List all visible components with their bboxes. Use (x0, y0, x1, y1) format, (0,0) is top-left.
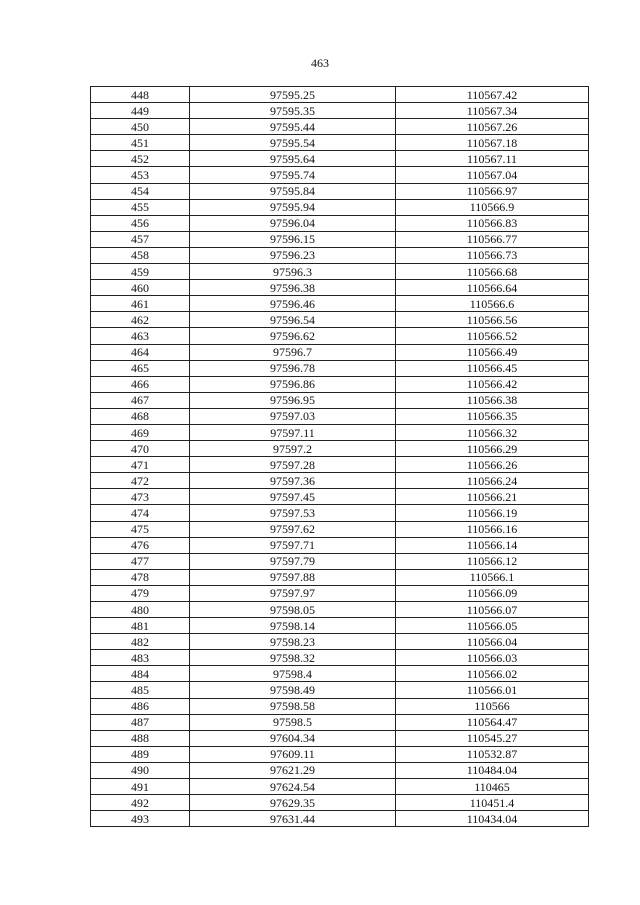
table-row (91, 441, 589, 457)
point-number-cell: 487 (91, 714, 190, 730)
point-number-cell: 480 (91, 602, 190, 618)
x-coordinate-cell: 97595.44 (190, 119, 396, 135)
y-coordinate-cell: 110566.29 (396, 441, 589, 457)
x-coordinate-cell: 97595.84 (190, 183, 396, 199)
y-coordinate-cell: 110567.11 (396, 151, 589, 167)
table-row (91, 215, 589, 231)
y-coordinate-cell: 110566.35 (396, 408, 589, 424)
y-coordinate-cell: 110566.19 (396, 505, 589, 521)
x-coordinate-cell: 97597.97 (190, 585, 396, 601)
x-coordinate-cell: 97597.28 (190, 457, 396, 473)
x-coordinate-cell: 97598.23 (190, 634, 396, 650)
x-coordinate-cell: 97597.79 (190, 553, 396, 569)
point-number-cell: 482 (91, 634, 190, 650)
table-row (91, 811, 589, 827)
y-coordinate-cell: 110566.16 (396, 521, 589, 537)
x-coordinate-cell: 97596.46 (190, 296, 396, 312)
point-number-cell: 462 (91, 312, 190, 328)
table-row (91, 618, 589, 634)
table-row (91, 553, 589, 569)
y-coordinate-cell: 110566.01 (396, 682, 589, 698)
x-coordinate-cell: 97596.62 (190, 328, 396, 344)
y-coordinate-cell: 110566.07 (396, 602, 589, 618)
point-number-cell: 469 (91, 424, 190, 440)
y-coordinate-cell: 110566.9 (396, 199, 589, 215)
point-number-cell: 471 (91, 457, 190, 473)
point-number-cell: 464 (91, 344, 190, 360)
table-row (91, 602, 589, 618)
table-row (91, 360, 589, 376)
table-row (91, 762, 589, 778)
point-number-cell: 452 (91, 151, 190, 167)
table-row (91, 408, 589, 424)
point-number-cell: 486 (91, 698, 190, 714)
table-row (91, 714, 589, 730)
table-row (91, 392, 589, 408)
x-coordinate-cell: 97596.38 (190, 280, 396, 296)
point-number-cell: 493 (91, 811, 190, 827)
y-coordinate-cell: 110566.49 (396, 344, 589, 360)
page-number: 463 (311, 56, 329, 70)
y-coordinate-cell: 110451.4 (396, 795, 589, 811)
x-coordinate-cell: 97596.54 (190, 312, 396, 328)
point-number-cell: 481 (91, 618, 190, 634)
x-coordinate-cell: 97596.7 (190, 344, 396, 360)
x-coordinate-cell: 97596.3 (190, 264, 396, 280)
y-coordinate-cell: 110484.04 (396, 762, 589, 778)
point-number-cell: 460 (91, 280, 190, 296)
point-number-cell: 476 (91, 537, 190, 553)
point-number-cell: 466 (91, 376, 190, 392)
y-coordinate-cell: 110566.77 (396, 231, 589, 247)
point-number-cell: 450 (91, 119, 190, 135)
y-coordinate-cell: 110566.26 (396, 457, 589, 473)
x-coordinate-cell: 97624.54 (190, 779, 396, 795)
x-coordinate-cell: 97595.25 (190, 87, 396, 103)
x-coordinate-cell: 97596.04 (190, 215, 396, 231)
x-coordinate-cell: 97597.62 (190, 521, 396, 537)
y-coordinate-cell: 110566.73 (396, 247, 589, 263)
x-coordinate-cell: 97596.15 (190, 231, 396, 247)
y-coordinate-cell: 110566.24 (396, 473, 589, 489)
point-number-cell: 491 (91, 779, 190, 795)
y-coordinate-cell: 110566.52 (396, 328, 589, 344)
point-number-cell: 457 (91, 231, 190, 247)
table-row (91, 183, 589, 199)
point-number-cell: 489 (91, 746, 190, 762)
y-coordinate-cell: 110566.12 (396, 553, 589, 569)
y-coordinate-cell: 110532.87 (396, 746, 589, 762)
point-number-cell: 459 (91, 264, 190, 280)
y-coordinate-cell: 110566.83 (396, 215, 589, 231)
point-number-cell: 458 (91, 247, 190, 263)
table-row (91, 376, 589, 392)
y-coordinate-cell: 110567.04 (396, 167, 589, 183)
table-row (91, 328, 589, 344)
table-row (91, 666, 589, 682)
table-row (91, 280, 589, 296)
point-number-cell: 478 (91, 569, 190, 585)
point-number-cell: 461 (91, 296, 190, 312)
table-row (91, 312, 589, 328)
y-coordinate-cell: 110564.47 (396, 714, 589, 730)
point-number-cell: 453 (91, 167, 190, 183)
table-row (91, 264, 589, 280)
table-row (91, 682, 589, 698)
point-number-cell: 488 (91, 730, 190, 746)
x-coordinate-cell: 97621.29 (190, 762, 396, 778)
x-coordinate-cell: 97598.5 (190, 714, 396, 730)
point-number-cell: 490 (91, 762, 190, 778)
y-coordinate-cell: 110566.64 (396, 280, 589, 296)
point-number-cell: 483 (91, 650, 190, 666)
y-coordinate-cell: 110566.05 (396, 618, 589, 634)
table-row (91, 103, 589, 119)
table-row (91, 779, 589, 795)
y-coordinate-cell: 110566.21 (396, 489, 589, 505)
x-coordinate-cell: 97596.95 (190, 392, 396, 408)
table-row (91, 521, 589, 537)
point-number-cell: 456 (91, 215, 190, 231)
point-number-cell: 473 (91, 489, 190, 505)
y-coordinate-cell: 110567.18 (396, 135, 589, 151)
y-coordinate-cell: 110465 (396, 779, 589, 795)
y-coordinate-cell: 110566.03 (396, 650, 589, 666)
table-row (91, 634, 589, 650)
x-coordinate-cell: 97604.34 (190, 730, 396, 746)
y-coordinate-cell: 110566.97 (396, 183, 589, 199)
y-coordinate-cell: 110567.26 (396, 119, 589, 135)
point-number-cell: 448 (91, 87, 190, 103)
table-row (91, 135, 589, 151)
table-row (91, 650, 589, 666)
y-coordinate-cell: 110567.34 (396, 103, 589, 119)
y-coordinate-cell: 110566.6 (396, 296, 589, 312)
x-coordinate-cell: 97597.36 (190, 473, 396, 489)
y-coordinate-cell: 110545.27 (396, 730, 589, 746)
point-number-cell: 449 (91, 103, 190, 119)
point-number-cell: 454 (91, 183, 190, 199)
table-row (91, 569, 589, 585)
x-coordinate-cell: 97631.44 (190, 811, 396, 827)
table-row (91, 795, 589, 811)
y-coordinate-cell: 110566.56 (396, 312, 589, 328)
coordinate-table-body (91, 87, 589, 827)
x-coordinate-cell: 97596.86 (190, 376, 396, 392)
table-row (91, 730, 589, 746)
point-number-cell: 484 (91, 666, 190, 682)
point-number-cell: 474 (91, 505, 190, 521)
y-coordinate-cell: 110567.42 (396, 87, 589, 103)
x-coordinate-cell: 97598.32 (190, 650, 396, 666)
x-coordinate-cell: 97596.78 (190, 360, 396, 376)
point-number-cell: 455 (91, 199, 190, 215)
table-row (91, 167, 589, 183)
point-number-cell: 479 (91, 585, 190, 601)
x-coordinate-cell: 97598.58 (190, 698, 396, 714)
table-row (91, 505, 589, 521)
x-coordinate-cell: 97595.94 (190, 199, 396, 215)
point-number-cell: 475 (91, 521, 190, 537)
y-coordinate-cell: 110566.45 (396, 360, 589, 376)
y-coordinate-cell: 110566.32 (396, 424, 589, 440)
x-coordinate-cell: 97598.4 (190, 666, 396, 682)
x-coordinate-cell: 97597.2 (190, 441, 396, 457)
table-row (91, 746, 589, 762)
point-number-cell: 463 (91, 328, 190, 344)
x-coordinate-cell: 97597.03 (190, 408, 396, 424)
x-coordinate-cell: 97595.35 (190, 103, 396, 119)
y-coordinate-cell: 110566.04 (396, 634, 589, 650)
point-number-cell: 465 (91, 360, 190, 376)
table-row (91, 698, 589, 714)
x-coordinate-cell: 97598.14 (190, 618, 396, 634)
x-coordinate-cell: 97629.35 (190, 795, 396, 811)
x-coordinate-cell: 97597.88 (190, 569, 396, 585)
y-coordinate-cell: 110566 (396, 698, 589, 714)
point-number-cell: 485 (91, 682, 190, 698)
table-row (91, 489, 589, 505)
table-row (91, 199, 589, 215)
x-coordinate-cell: 97597.71 (190, 537, 396, 553)
x-coordinate-cell: 97598.05 (190, 602, 396, 618)
x-coordinate-cell: 97598.49 (190, 682, 396, 698)
y-coordinate-cell: 110434.04 (396, 811, 589, 827)
point-number-cell: 468 (91, 408, 190, 424)
x-coordinate-cell: 97595.54 (190, 135, 396, 151)
table-row (91, 585, 589, 601)
y-coordinate-cell: 110566.02 (396, 666, 589, 682)
point-number-cell: 470 (91, 441, 190, 457)
y-coordinate-cell: 110566.1 (396, 569, 589, 585)
point-number-cell: 492 (91, 795, 190, 811)
coordinate-table (90, 86, 589, 827)
x-coordinate-cell: 97609.11 (190, 746, 396, 762)
point-number-cell: 467 (91, 392, 190, 408)
table-row (91, 537, 589, 553)
y-coordinate-cell: 110566.38 (396, 392, 589, 408)
y-coordinate-cell: 110566.14 (396, 537, 589, 553)
point-number-cell: 451 (91, 135, 190, 151)
table-row (91, 424, 589, 440)
x-coordinate-cell: 97597.53 (190, 505, 396, 521)
x-coordinate-cell: 97597.11 (190, 424, 396, 440)
point-number-cell: 472 (91, 473, 190, 489)
y-coordinate-cell: 110566.42 (396, 376, 589, 392)
table-row (91, 473, 589, 489)
table-row (91, 119, 589, 135)
point-number-cell: 477 (91, 553, 190, 569)
y-coordinate-cell: 110566.68 (396, 264, 589, 280)
table-row (91, 457, 589, 473)
table-row (91, 231, 589, 247)
table-row (91, 87, 589, 103)
table-row (91, 247, 589, 263)
x-coordinate-cell: 97597.45 (190, 489, 396, 505)
x-coordinate-cell: 97596.23 (190, 247, 396, 263)
table-row (91, 344, 589, 360)
table-row (91, 296, 589, 312)
x-coordinate-cell: 97595.74 (190, 167, 396, 183)
x-coordinate-cell: 97595.64 (190, 151, 396, 167)
table-row (91, 151, 589, 167)
y-coordinate-cell: 110566.09 (396, 585, 589, 601)
